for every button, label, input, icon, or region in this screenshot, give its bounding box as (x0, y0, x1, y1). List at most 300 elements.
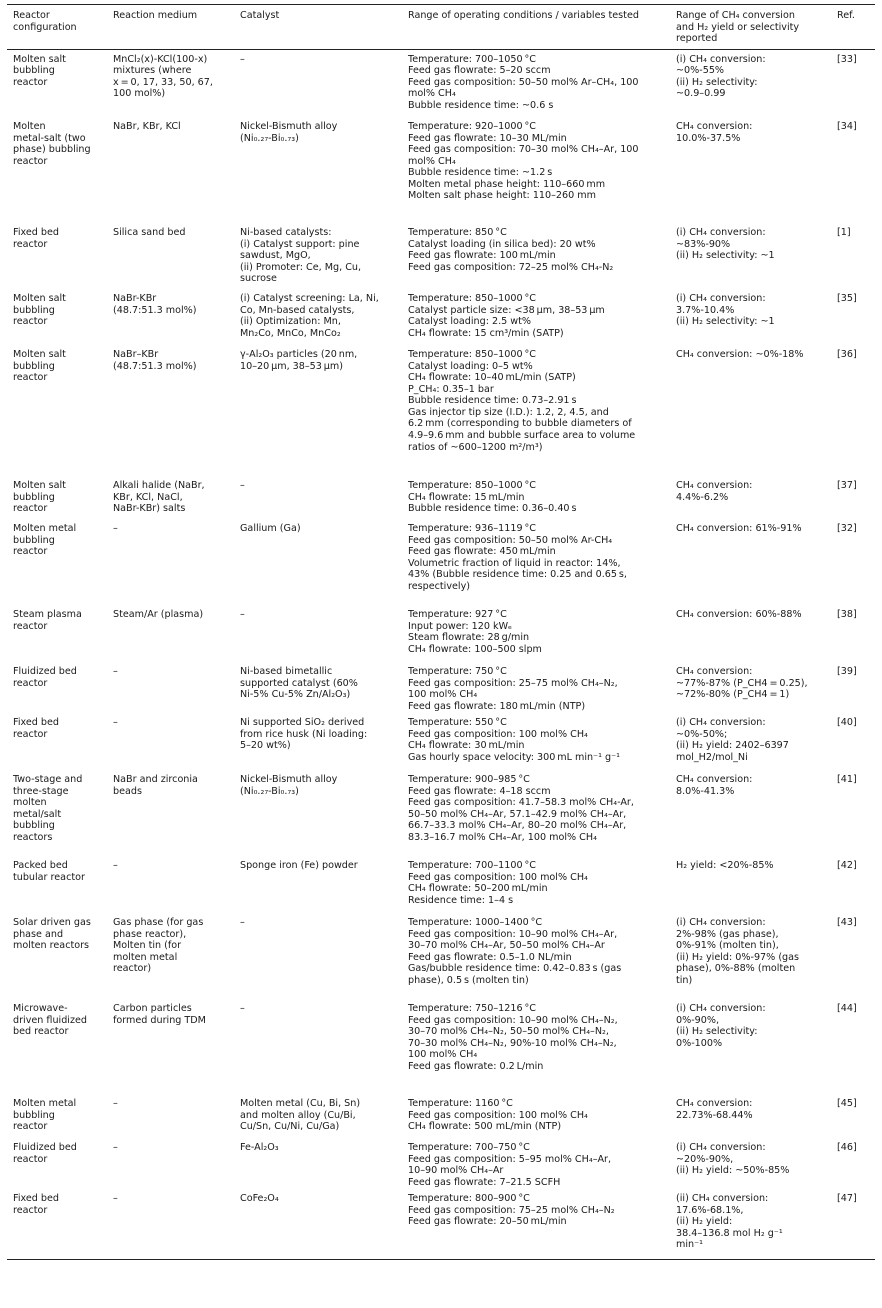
cell-text-line: CH₄ conversion: (676, 480, 753, 492)
cell-text-line: ~77%-87% (P_CH4 = 0.25), (676, 677, 808, 689)
cell-text-line: reactor (13, 238, 48, 250)
cell-text-line: reactor (13, 372, 48, 384)
cell-text-line: 10–90 mol% CH₄–Ar (408, 1165, 504, 1177)
reactor-configuration-cell (7, 607, 107, 664)
cell-text-line: 10.0%-37.5% (676, 132, 741, 144)
cell-text-line: P_CH₄: 0.35–1 bar (408, 383, 494, 395)
reference-label: [47] (837, 1193, 857, 1205)
catalyst-cell (234, 225, 402, 291)
table-row (7, 49, 875, 119)
cell-text-line: bubbling (13, 360, 55, 372)
cell-text-line: bubbling (13, 1109, 55, 1121)
reference-label: [42] (837, 860, 857, 872)
reference-label: [40] (837, 717, 857, 729)
reaction-medium-cell (107, 607, 234, 664)
results-cell (670, 119, 823, 225)
cell-text-line: bed reactor (13, 1026, 69, 1038)
reference-cell (823, 607, 875, 664)
cell-text-line: Mn₂Co, MnCo, MnCo₂ (240, 327, 341, 339)
cell-text-line: Fixed bed (13, 227, 59, 239)
cell-text-line: Silica sand bed (113, 227, 186, 239)
reaction-medium-cell (107, 715, 234, 772)
reaction-medium-cell (107, 291, 234, 347)
cell-text-line: Feed gas composition: 72–25 mol% CH₄-N₂ (408, 261, 614, 273)
cell-text-line: ratios of ~600–1200 m²/m³) (408, 441, 543, 453)
cell-text-line: – (113, 1193, 118, 1205)
cell-text-line: 10–20 μm, 38–53 μm) (240, 360, 343, 372)
cell-text-line: beads (113, 785, 142, 797)
cell-text-line: 3.7%-10.4% (676, 304, 735, 316)
cell-text-line: bubbling (13, 491, 55, 503)
reaction-medium-cell (107, 1001, 234, 1096)
reference-cell (823, 291, 875, 347)
operating-conditions-cell (402, 225, 670, 291)
reference-cell (823, 1191, 875, 1259)
table-header-row (7, 5, 875, 50)
cell-text-line: reactor (13, 1204, 48, 1216)
cell-text-line: reactor (13, 728, 48, 740)
cell-text-line: Feed gas flowrate: 100 mL/min (408, 250, 556, 262)
cell-text-line: 50–50 mol% CH₄–Ar, 57.1–42.9 mol% CH₄–Ar, (408, 808, 627, 820)
cell-text-line: Temperature: 850–1000 °C (408, 293, 536, 305)
cell-text-line: 100 mol% CH₄ (408, 689, 478, 701)
cell-text-line: Molten metal (13, 523, 77, 535)
cell-text-line: 83.3–16.7 mol% CH₄–Ar, 100 mol% CH₄ (408, 831, 597, 843)
cell-text-line: (ii) H₂ selectivity: (676, 1026, 758, 1038)
table-row (7, 772, 875, 858)
reference-label: [37] (837, 480, 857, 492)
cell-text-line: Feed gas flowrate: 20–50 mL/min (408, 1216, 567, 1228)
cell-text-line: metal/salt (13, 808, 62, 820)
cell-text-line: CH₄ flowrate: 30 mL/min (408, 740, 525, 752)
cell-text-line: reactors (13, 831, 53, 843)
header-text-line: Range of operating conditions / variables tested (408, 10, 639, 21)
cell-text-line: Temperature: 850–1000 °C (408, 480, 536, 492)
cell-text-line: reactor (13, 677, 48, 689)
reactor-configuration-cell (7, 521, 107, 607)
cell-text-line: Input power: 120 kWₑ (408, 620, 513, 632)
catalyst-cell (234, 1096, 402, 1140)
cell-text-line: ~72%-80% (P_CH4 = 1) (676, 689, 790, 701)
table-row (7, 347, 875, 478)
operating-conditions-cell (402, 1096, 670, 1140)
results-cell (670, 1001, 823, 1096)
cell-text-line: reactor (13, 503, 48, 515)
cell-text-line: ~83%-90% (676, 238, 731, 250)
header-catalyst (234, 5, 402, 50)
reference-label: [34] (837, 121, 857, 133)
cell-text-line: Temperature: 1160 °C (408, 1098, 513, 1110)
cell-text-line: (48.7:51.3 mol%) (113, 304, 197, 316)
cell-text-line: Feed gas flowrate: 5–20 sccm (408, 65, 551, 77)
header-operating-conditions (402, 5, 670, 50)
header-text-line: Catalyst (240, 10, 280, 21)
operating-conditions-cell (402, 715, 670, 772)
table-row (7, 858, 875, 915)
cell-text-line: NaBr–KBr (113, 349, 159, 361)
cell-text-line: Microwave- (13, 1003, 68, 1015)
table-row (7, 607, 875, 664)
cell-text-line: CH₄ conversion: 60%-88% (676, 609, 802, 621)
reference-cell (823, 478, 875, 521)
cell-text-line: Two-stage and (13, 774, 83, 786)
cell-text-line: Gas phase (for gas (113, 917, 204, 929)
results-cell (670, 225, 823, 291)
cell-text-line: Molten tin (for (113, 940, 182, 952)
cell-text-line: Catalyst particle size: <38 μm, 38–53 μm (408, 304, 605, 316)
table-row (7, 664, 875, 715)
cell-text-line: CH₄ flowrate: 500 mL/min (NTP) (408, 1121, 562, 1133)
cell-text-line: Feed gas composition: 100 mol% CH₄ (408, 728, 588, 740)
cell-text-line: Temperature: 936–1119 °C (408, 523, 536, 535)
cell-text-line: – (113, 860, 118, 872)
reference-cell (823, 119, 875, 225)
cell-text-line: 70–30 mol% CH₄–N₂, 90%-10 mol% CH₄–N₂, (408, 1037, 617, 1049)
cell-text-line: ~20%-90%, (676, 1153, 734, 1165)
operating-conditions-cell (402, 1140, 670, 1191)
cell-text-line: Feed gas composition: 100 mol% CH₄ (408, 871, 588, 883)
cell-text-line: γ-Al₂O₃ particles (20 nm, (240, 349, 358, 361)
cell-text-line: bubbling (13, 304, 55, 316)
cell-text-line: Bubble residence time: 0.36–0.40 s (408, 503, 577, 515)
reaction-medium-cell (107, 772, 234, 858)
cell-text-line: Feed gas flowrate: 180 mL/min (NTP) (408, 700, 586, 712)
cell-text-line: Gas injector tip size (I.D.): 1.2, 2, 4.5, and (408, 406, 609, 418)
reactor-configuration-cell (7, 664, 107, 715)
reference-cell (823, 521, 875, 607)
reference-cell (823, 1001, 875, 1096)
cell-text-line: Temperature: 900–985 °C (408, 774, 530, 786)
cell-text-line: 66.7–33.3 mol% CH₄–Ar, 80–20 mol% CH₄–Ar, (408, 820, 627, 832)
reactor-configuration-cell (7, 772, 107, 858)
reference-cell (823, 858, 875, 915)
cell-text-line: Temperature: 920–1000 °C (408, 121, 536, 133)
reference-label: [45] (837, 1098, 857, 1110)
cell-text-line: Feed gas composition: 41.7–58.3 mol% CH₄-Ar, (408, 797, 634, 809)
cell-text-line: respectively) (408, 580, 470, 592)
cell-text-line: ~0.9–0.99 (676, 88, 726, 100)
operating-conditions-cell (402, 772, 670, 858)
cell-text-line: Bubble residence time: ~0.6 s (408, 99, 554, 111)
cell-text-line: and molten alloy (Cu/Bi, (240, 1109, 356, 1121)
reference-cell (823, 347, 875, 478)
cell-text-line: (ii) H₂ selectivity: ~1 (676, 250, 775, 262)
reference-cell (823, 49, 875, 119)
cell-text-line: min⁻¹ (676, 1239, 704, 1251)
reactor-configuration-cell (7, 119, 107, 225)
cell-text-line: (i) CH₄ conversion: (676, 1003, 766, 1015)
table-row (7, 1140, 875, 1191)
cell-text-line: metal-salt (two (13, 132, 86, 144)
cell-text-line: phase and (13, 928, 64, 940)
catalyst-cell (234, 664, 402, 715)
table-row (7, 225, 875, 291)
cell-text-line: (i) CH₄ conversion: (676, 1142, 766, 1154)
cell-text-line: Residence time: 1–4 s (408, 894, 514, 906)
header-ref (823, 5, 875, 50)
table-row (7, 478, 875, 521)
cell-text-line: NaBr-KBr) salts (113, 503, 186, 515)
operating-conditions-cell (402, 915, 670, 1001)
catalyst-cell (234, 915, 402, 1001)
cell-text-line: Feed gas composition: 100 mol% CH₄ (408, 1109, 588, 1121)
results-cell (670, 478, 823, 521)
cell-text-line: 4.9–9.6 mm and bubble surface area to volume (408, 429, 636, 441)
operating-conditions-cell (402, 858, 670, 915)
reference-label: [46] (837, 1142, 857, 1154)
cell-text-line: Feed gas composition: 70–30 mol% CH₄–Ar, 100 (408, 144, 639, 156)
cell-text-line: 0%-100% (676, 1037, 723, 1049)
cell-text-line: (i) Catalyst support: pine (240, 238, 360, 250)
results-cell (670, 858, 823, 915)
cell-text-line: – (240, 609, 245, 621)
cell-text-line: 17.6%-68.1%, (676, 1204, 744, 1216)
cell-text-line: 43% (Bubble residence time: 0.25 and 0.65 s, (408, 569, 627, 581)
reference-label: [43] (837, 917, 857, 929)
cell-text-line: Steam/Ar (plasma) (113, 609, 204, 621)
reactor-configuration-cell (7, 858, 107, 915)
reference-label: [39] (837, 666, 857, 678)
cell-text-line: Nickel-Bismuth alloy (240, 121, 338, 133)
cell-text-line: Ni-based catalysts: (240, 227, 332, 239)
table-row (7, 291, 875, 347)
cell-text-line: Bubble residence time: ~1.2 s (408, 167, 553, 179)
results-cell (670, 1140, 823, 1191)
cell-text-line: Fe-Al₂O₃ (240, 1142, 279, 1154)
cell-text-line: Solar driven gas (13, 917, 91, 929)
reference-cell (823, 915, 875, 1001)
cell-text-line: Steam flowrate: 28 g/min (408, 632, 530, 644)
document-page (7, 4, 875, 1260)
cell-text-line: (i) CH₄ conversion: (676, 917, 766, 929)
reaction-medium-cell (107, 915, 234, 1001)
cell-text-line: 100 mol% CH₄ (408, 1049, 478, 1061)
cell-text-line: Temperature: 750–1216 °C (408, 1003, 536, 1015)
cell-text-line: NaBr, KBr, KCl (113, 121, 181, 133)
cell-text-line: Ni-based bimetallic (240, 666, 333, 678)
results-cell (670, 664, 823, 715)
reference-cell (823, 715, 875, 772)
cell-text-line: 8.0%-41.3% (676, 785, 735, 797)
cell-text-line: supported catalyst (60% (240, 677, 358, 689)
cell-text-line: Co, Mn-based catalysts, (240, 304, 355, 316)
catalyst-cell (234, 521, 402, 607)
cell-text-line: from rice husk (Ni loading: (240, 728, 368, 740)
table-row (7, 915, 875, 1001)
header-text-line: Ref. (837, 10, 855, 21)
cell-text-line: (i) Catalyst screening: La, Ni, (240, 293, 379, 305)
cell-text-line: Bubble residence time: 0.73–2.91 s (408, 395, 577, 407)
cell-text-line: (ii) H₂ selectivity: ~1 (676, 316, 775, 328)
cell-text-line: 22.73%-68.44% (676, 1109, 753, 1121)
cell-text-line: Alkali halide (NaBr, (113, 480, 205, 492)
cell-text-line: – (113, 717, 118, 729)
results-cell (670, 49, 823, 119)
cell-text-line: Molten (13, 121, 46, 133)
reactor-configuration-cell (7, 291, 107, 347)
reactor-configuration-cell (7, 347, 107, 478)
reactor-configuration-cell (7, 225, 107, 291)
table-body (7, 49, 875, 1259)
cell-text-line: Feed gas composition: 75–25 mol% CH₄–N₂ (408, 1204, 615, 1216)
cell-text-line: 0%-91% (molten tin), (676, 940, 779, 952)
cell-text-line: Ni supported SiO₂ derived (240, 717, 365, 729)
cell-text-line: Temperature: 550 °C (408, 717, 507, 729)
cell-text-line: Ni-5% Cu-5% Zn/Al₂O₃) (240, 689, 351, 701)
reactor-configuration-cell (7, 715, 107, 772)
reaction-medium-cell (107, 1140, 234, 1191)
cell-text-line: Molten salt (13, 53, 66, 65)
cell-text-line: H₂ yield: <20%-85% (676, 860, 774, 872)
cell-text-line: reactor (13, 1121, 48, 1133)
cell-text-line: (ii) H₂ yield: ~50%-85% (676, 1165, 790, 1177)
cell-text-line: Temperature: 800–900 °C (408, 1193, 530, 1205)
header-reaction-medium (107, 5, 234, 50)
cell-text-line: CoFe₂O₄ (240, 1193, 279, 1205)
cell-text-line: Feed gas composition: 50–50 mol% Ar-CH₄ (408, 534, 613, 546)
cell-text-line: CH₄ flowrate: 10–40 mL/min (SATP) (408, 372, 576, 384)
reaction-medium-cell (107, 49, 234, 119)
cell-text-line: formed during TDM (113, 1014, 206, 1026)
cell-text-line: – (113, 1098, 118, 1110)
table-row (7, 715, 875, 772)
reactor-configuration-cell (7, 915, 107, 1001)
cell-text-line: CH₄ flowrate: 15 cm³/min (SATP) (408, 327, 564, 339)
cell-text-line: Carbon particles (113, 1003, 192, 1015)
cell-text-line: Steam plasma (13, 609, 82, 621)
cell-text-line: Molten metal (Cu, Bi, Sn) (240, 1098, 361, 1110)
cell-text-line: 30–70 mol% CH₄–Ar, 50–50 mol% CH₄–Ar (408, 940, 605, 952)
reaction-medium-cell (107, 664, 234, 715)
header-text-line: reported (676, 33, 718, 45)
cell-text-line: 6.2 mm (corresponding to bubble diameters of (408, 418, 632, 430)
cell-text-line: Feed gas flowrate: 7–21.5 SCFH (408, 1176, 561, 1188)
results-cell (670, 347, 823, 478)
results-cell (670, 291, 823, 347)
operating-conditions-cell (402, 291, 670, 347)
cell-text-line: molten metal (113, 951, 178, 963)
cell-text-line: bubbling (13, 534, 55, 546)
reaction-medium-cell (107, 119, 234, 225)
cell-text-line: CH₄ flowrate: 50–200 mL/min (408, 883, 548, 895)
cell-text-line: Feed gas flowrate: 0.2 L/min (408, 1060, 544, 1072)
reference-label: [44] (837, 1003, 857, 1015)
cell-text-line: tin) (676, 974, 693, 986)
reactor-configuration-cell (7, 49, 107, 119)
cell-text-line: Feed gas flowrate: 4–18 sccm (408, 785, 551, 797)
cell-text-line: (ii) H₂ yield: (676, 1216, 733, 1228)
cell-text-line: sawdust, MgO, (240, 250, 311, 262)
reactor-configuration-cell (7, 1191, 107, 1259)
reaction-medium-cell (107, 1096, 234, 1140)
reference-cell (823, 772, 875, 858)
cell-text-line: Feed gas composition: 50–50 mol% Ar–CH₄, 100 (408, 76, 639, 88)
operating-conditions-cell (402, 478, 670, 521)
cell-text-line: mol_H2/mol_Ni (676, 751, 748, 763)
cell-text-line: x = 0, 17, 33, 50, 67, (113, 76, 213, 88)
reference-label: [36] (837, 349, 857, 361)
header-text-line: configuration (13, 21, 77, 33)
catalyst-cell (234, 607, 402, 664)
cell-text-line: tubular reactor (13, 871, 85, 883)
cell-text-line: CH₄ conversion: (676, 774, 753, 786)
cell-text-line: – (240, 1003, 245, 1015)
cell-text-line: Fixed bed (13, 717, 59, 729)
cell-text-line: CH₄ conversion: 61%-91% (676, 523, 802, 535)
cell-text-line: (48.7:51.3 mol%) (113, 360, 197, 372)
cell-text-line: – (240, 53, 245, 65)
cell-text-line: Catalyst loading: 0–5 wt% (408, 360, 533, 372)
reactor-configuration-cell (7, 1140, 107, 1191)
cell-text-line: (Ni₀.₂₇-Bi₀.₇₃) (240, 785, 299, 797)
reactor-configuration-cell (7, 1096, 107, 1140)
operating-conditions-cell (402, 119, 670, 225)
cell-text-line: reactor (13, 316, 48, 328)
reaction-medium-cell (107, 1191, 234, 1259)
cell-text-line: Catalyst loading: 2.5 wt% (408, 316, 532, 328)
catalyst-cell (234, 49, 402, 119)
cell-text-line: reactor) (113, 963, 152, 975)
cell-text-line: – (113, 666, 118, 678)
reference-cell (823, 1140, 875, 1191)
cell-text-line: CH₄ flowrate: 15 mL/min (408, 491, 525, 503)
header-ch4-conversion-h2-yield (670, 5, 823, 50)
cell-text-line: molten reactors (13, 940, 90, 952)
cell-text-line: reactor (13, 1153, 48, 1165)
results-cell (670, 915, 823, 1001)
catalyst-cell (234, 858, 402, 915)
cell-text-line: mixtures (where (113, 65, 192, 77)
operating-conditions-cell (402, 607, 670, 664)
cell-text-line: Sponge iron (Fe) powder (240, 860, 358, 872)
cell-text-line: bubbling (13, 65, 55, 77)
cell-text-line: (ii) H₂ selectivity: (676, 76, 758, 88)
catalyst-cell (234, 478, 402, 521)
cell-text-line: CH₄ conversion: ~0%-18% (676, 349, 804, 361)
cell-text-line: Temperature: 850–1000 °C (408, 349, 536, 361)
cell-text-line: driven fluidized (13, 1014, 87, 1026)
cell-text-line: Volumetric fraction of liquid in reactor: 14%, (408, 557, 621, 569)
table-row (7, 1001, 875, 1096)
cell-text-line: Temperature: 850 °C (408, 227, 507, 239)
header-text-line: Range of CH₄ conversion (676, 10, 795, 21)
cell-text-line: (ii) Optimization: Mn, (240, 316, 341, 328)
results-cell (670, 1191, 823, 1259)
catalyst-cell (234, 715, 402, 772)
reaction-medium-cell (107, 347, 234, 478)
table-row (7, 1096, 875, 1140)
cell-text-line: phase), 0%-88% (molten (676, 963, 796, 975)
cell-text-line: reactor (13, 546, 48, 558)
results-cell (670, 1096, 823, 1140)
cell-text-line: phase reactor), (113, 928, 187, 940)
cell-text-line: reactor (13, 620, 48, 632)
reaction-medium-cell (107, 225, 234, 291)
table-row (7, 119, 875, 225)
cell-text-line: Feed gas composition: 10–90 mol% CH₄–Ar, (408, 928, 618, 940)
cell-text-line: – (113, 1142, 118, 1154)
cell-text-line: Temperature: 700–1100 °C (408, 860, 536, 872)
cell-text-line: (ii) Promoter: Ce, Mg, Cu, (240, 261, 362, 273)
cell-text-line: 5–20 wt%) (240, 740, 291, 752)
cell-text-line: 2%-98% (gas phase), (676, 928, 779, 940)
cell-text-line: (i) CH₄ conversion: (676, 227, 766, 239)
reference-label: [38] (837, 609, 857, 621)
cell-text-line: ~0%-50%; (676, 728, 728, 740)
cell-text-line: Feed gas composition: 5–95 mol% CH₄–Ar, (408, 1153, 612, 1165)
cell-text-line: 100 mol%) (113, 88, 166, 100)
cell-text-line: CH₄ conversion: (676, 666, 753, 678)
